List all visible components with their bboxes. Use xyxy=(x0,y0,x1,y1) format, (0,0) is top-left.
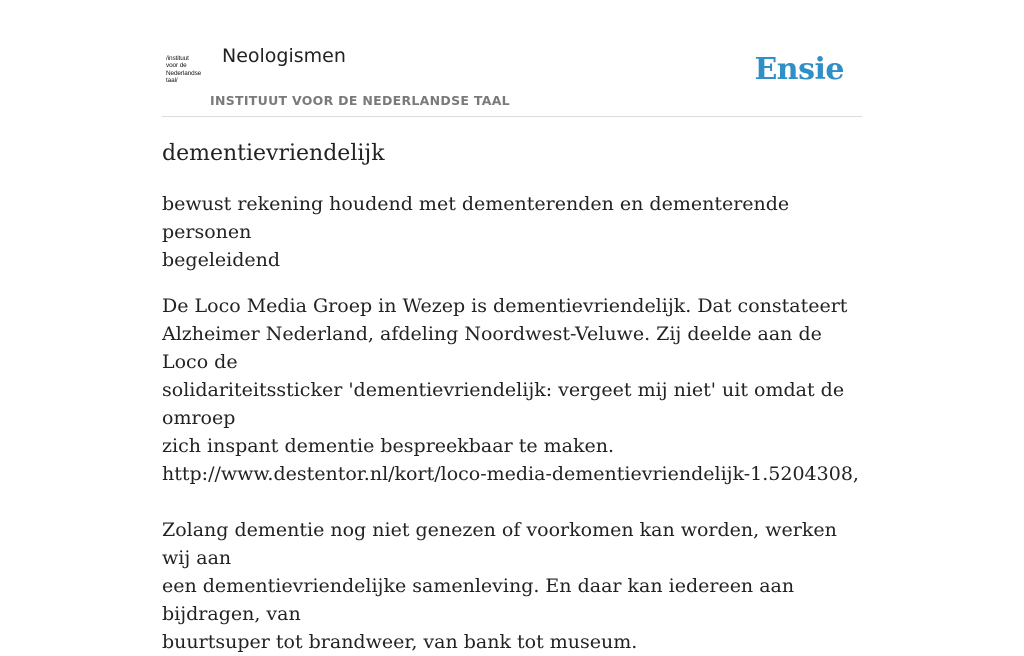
definition-line: begeleidend xyxy=(162,249,281,271)
logo-line: /instituut xyxy=(166,55,189,62)
ivdnt-logo[interactable] xyxy=(166,55,210,91)
example-line: Zolang dementie nog niet genezen of voorkomen kan worden, werken wij aan xyxy=(162,519,837,569)
example-quote xyxy=(162,292,862,488)
definition xyxy=(162,190,862,274)
logo-line: Nederlandse xyxy=(166,69,202,77)
example-line: een dementievriendelijke samenleving. En daar kan iedereen aan bijdragen, van xyxy=(162,575,795,625)
example-line: buurtsuper tot brandweer, van bank tot museum. xyxy=(162,631,638,653)
header xyxy=(162,0,862,117)
logo-line: voor de xyxy=(166,62,187,70)
example-line: zich inspant dementie bespreekbaar te maken. xyxy=(162,435,615,457)
example-quote xyxy=(162,516,862,656)
logo-line: taal/ xyxy=(166,77,178,85)
example-line: De Loco Media Groep in Wezep is dementievriendelijk. Dat constateert xyxy=(162,295,848,317)
institute-name: INSTITUUT VOOR DE NEDERLANDSE TAAL xyxy=(210,93,510,108)
site-title-link[interactable]: Neologismen xyxy=(222,45,346,67)
source-url: http://www.destentor.nl/kort/loco-media-dementievriendelijk-1.5204308, xyxy=(162,463,859,485)
examples xyxy=(162,292,862,656)
entry-content xyxy=(162,138,862,656)
definition-line: bewust rekening houdend met dementerenden en dementerende personen xyxy=(162,193,790,243)
headword: dementievriendelijk xyxy=(162,141,385,166)
ensie-brand-logo[interactable]: Ensie xyxy=(754,52,844,87)
example-line: Alzheimer Nederland, afdeling Noordwest-Veluwe. Zij deelde aan de Loco de xyxy=(162,323,822,373)
example-line: solidariteitssticker 'dementievriendelijk: vergeet mij niet' uit omdat de omroep xyxy=(162,379,845,429)
